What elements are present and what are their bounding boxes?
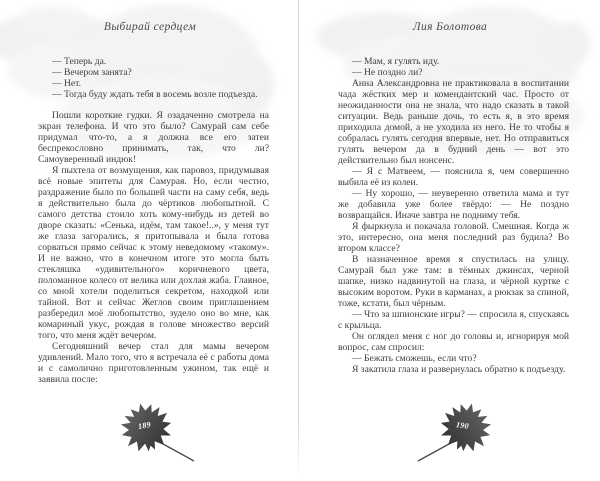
paragraph: Сегодняшний вечер стал для мамы вечером удивлений. Мало того, что я встречала её с работы дома и с самолично приготовленным ужином, так ещё и заявила после: <box>38 341 269 385</box>
paragraph: Я закатила глаза и развернулась обратно к подъезду. <box>352 364 566 375</box>
paragraph: — Теперь да. <box>52 56 107 67</box>
paragraph: Пошли короткие гудки. Я озадаченно смотрела на экран телефона. И что это было? Самурай сам себе придумал что-то, а я должна все его затеи беспрекословно принимать, так, что ли? Самоуверенный индюк! <box>38 110 269 165</box>
paragraph: — Мам, я гулять иду. <box>352 56 440 67</box>
page-number: 189 <box>137 419 152 432</box>
paragraph: — Не поздно ли? <box>352 67 423 78</box>
page-spine-divider <box>298 0 299 481</box>
paragraph: — Вечером занята? <box>52 67 132 78</box>
paragraph: Он оглядел меня с ног до головы и, игнорируя мой вопрос, сам спросил: <box>338 331 569 353</box>
maple-leaf-icon <box>410 401 510 465</box>
page-number-leaf <box>410 401 510 465</box>
paragraph: — Я с Матвеем, — пояснила я, чем совершенно выбила её из колеи. <box>338 166 569 188</box>
running-header: Выбирай сердцем <box>103 21 197 33</box>
paragraph: — Бежать сможешь, если что? <box>352 353 477 364</box>
paragraph: — Ну хорошо, — неуверенно ответила мама и тут же добавила уже более твёрдо: — Не поздно возвращайся. Иначе завтра не подниму тебя. <box>338 188 569 221</box>
page-body-text <box>338 56 569 375</box>
maple-leaf-icon <box>102 401 202 465</box>
paragraph: Анна Александровна не практиковала в воспитании чада жёстких мер и комендантский час. Просто от неожиданности она не знала, что надо сказать в такой ситуации. Ведь раньше дочь, то есть я, в это время приходила домой, а не уходила из него. Не то чтобы я собралась гулять сегодня впервые, нет. Но отправиться гулять вечером да в будний день — вот это действительно был нонсенс. <box>338 78 569 166</box>
paragraph: Я пыхтела от возмущения, как паровоз, придумывая всё новые эпитеты для Самурая. Но, если честно, раздражение было по большей части на саму себя, ведь я действительно была до чёртиков любопытной. С самого детства стоило хоть кому-нибудь из детей во дворе сказать: «Сенька, идём, там такое!..», у меня тут же глаза загорались, я притопывала и была готова сорваться прямо сейчас к этому неведомому «такому». И не важно, что в конечном итоге это могла быть стекляшка «удивительного» коричневого цвета, поломанное колесо от велика или дохлая жаба. Главное, со мной хотели поделиться секретом, находкой или тайной. Вот и сейчас Жеглов своим приглашением разбередил моё любопытство, зудело оно во мне, как комариный укус, рождая в голове множество версий того, что меня ждёт вечером. <box>38 165 269 341</box>
paragraph: Я фыркнула и покачала головой. Смешная. Когда ж это, интересно, она меня последний раз будила? Во втором классе? <box>338 221 569 254</box>
right-page[interactable] <box>300 0 600 481</box>
page-number-leaf <box>102 401 202 465</box>
paragraph: — Тогда буду ждать тебя в восемь возле подъезда. <box>52 89 258 100</box>
paragraph: — Что за шпионские игры? — спросила я, спускаясь с крыльца. <box>338 309 569 331</box>
paragraph: В назначенное время я спустилась на улицу. Самурай был уже там: в тёмных джинсах, черной шапке, низко надвинутой на глаза, и чёрной куртке с высоким воротом. Руки в карманах, а рюкзак за спиной, тоже, кстати, был чёрным. <box>338 254 569 309</box>
page-number: 190 <box>455 420 470 431</box>
paragraph: — Нет. <box>52 78 82 89</box>
running-header: Лия Болотова <box>412 21 488 33</box>
page-body-text <box>38 56 269 385</box>
